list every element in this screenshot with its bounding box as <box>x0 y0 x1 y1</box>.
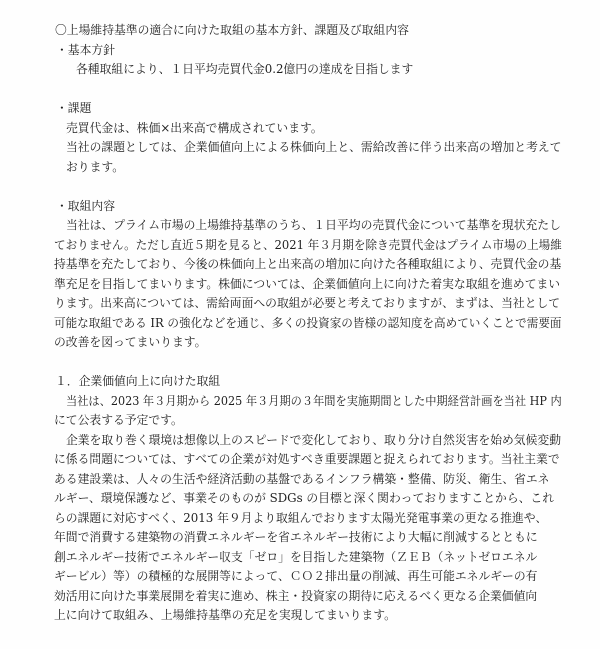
corporate-value-line: ギービル）等）の積極的な展開等によって、ＣＯ２排出量の削減、再生可能エネルギーの有 <box>54 569 538 583</box>
corporate-value-line: ルギー、環境保護など、事業そのものが SDGs の目標と深く関わっておりますことから、これ <box>54 491 555 505</box>
actions-line: の改善を図ってまいります。 <box>54 335 207 349</box>
corporate-value-line: 当社は、2023 年３月期から 2025 年３月期の３年間を実施期間とした中期経営計画を当社 HP 内 <box>66 393 562 408</box>
issues-line: おります。 <box>66 159 125 174</box>
corporate-value-line: に係る問題については、すべての企業が対処すべき重要課題と捉えられております。当社主業で <box>54 452 560 466</box>
section-heading-issues: ・課題 <box>56 101 92 115</box>
section-heading-policy: ・基本方針 <box>56 42 115 57</box>
corporate-value-line: 年間で消費する建築物の消費エネルギーを省エネルギー技術により大幅に削減するとともに <box>54 530 538 544</box>
corporate-value-line: 効活用に向けた事業展開を着実に進め、株主・投資家の期待に応えるべく更なる企業価値向 <box>54 588 538 603</box>
section-heading-corporate-value: １．企業価値向上に向けた取組 <box>55 374 221 388</box>
actions-line: 持基準を充たしており、今後の株価向上と出来高の増加に向けた各種取組により、売買代金の基 <box>54 257 562 271</box>
corporate-value-line: らの課題に対応すべく、2013 年９月より取組んでおります太陽光発電事業の更なる推進や、 <box>54 510 548 525</box>
corporate-value-line: にて公表する予定です。 <box>54 413 183 427</box>
issues-line: 当社の課題としては、企業価値向上による株価向上と、需給改善に伴う出来高の増加と考えて <box>66 140 562 154</box>
policy-text: 各種取組により、１日平均売買代金0.2億円の達成を目指します <box>76 62 414 76</box>
actions-line: ておりません。ただし直近５期を見ると、2021 年３月期を除き売買代金はプライム市場の上場維 <box>54 237 562 252</box>
actions-line: ります。出来高については、需給両面への取組が必要と考えておりますが、まずは、当社として <box>54 296 561 310</box>
actions-line: 当社は、プライム市場の上場維持基準のうち、１日平均の売買代金について基準を現状充たし <box>66 218 561 232</box>
corporate-value-line: 企業を取り巻く環境は想像以上のスピードで変化しており、取り分け自然災害を始め気候変動 <box>66 432 561 447</box>
corporate-value-line: 創エネルギー技術でエネルギー収支「ゼロ」を目指した建築物（ＺＥＢ（ネットゼロエネル <box>54 549 538 564</box>
issues-line: 売買代金は、株価×出来高で構成されています。 <box>66 120 323 135</box>
actions-line: 可能な取組である IR の強化などを通じ、多くの投資家の皆様の認知度を高めていくことで需要面 <box>54 315 562 330</box>
document-title: 〇上場維持基準の適合に向けた取組の基本方針、課題及び取組内容 <box>55 23 409 37</box>
corporate-value-line: ある建設業は、人々の生活や経済活動の基盤であるインフラ構築・整備、防災、衛生、省エネ <box>54 471 550 486</box>
actions-line: 準充足を目指してまいります。株価については、企業価値向上に向けた着実な取組を進めてまい <box>54 276 561 291</box>
corporate-value-line: 上に向けて取組み、上場維持基準の充足を実現してまいります。 <box>54 608 396 622</box>
section-heading-actions: ・取組内容 <box>56 198 115 213</box>
